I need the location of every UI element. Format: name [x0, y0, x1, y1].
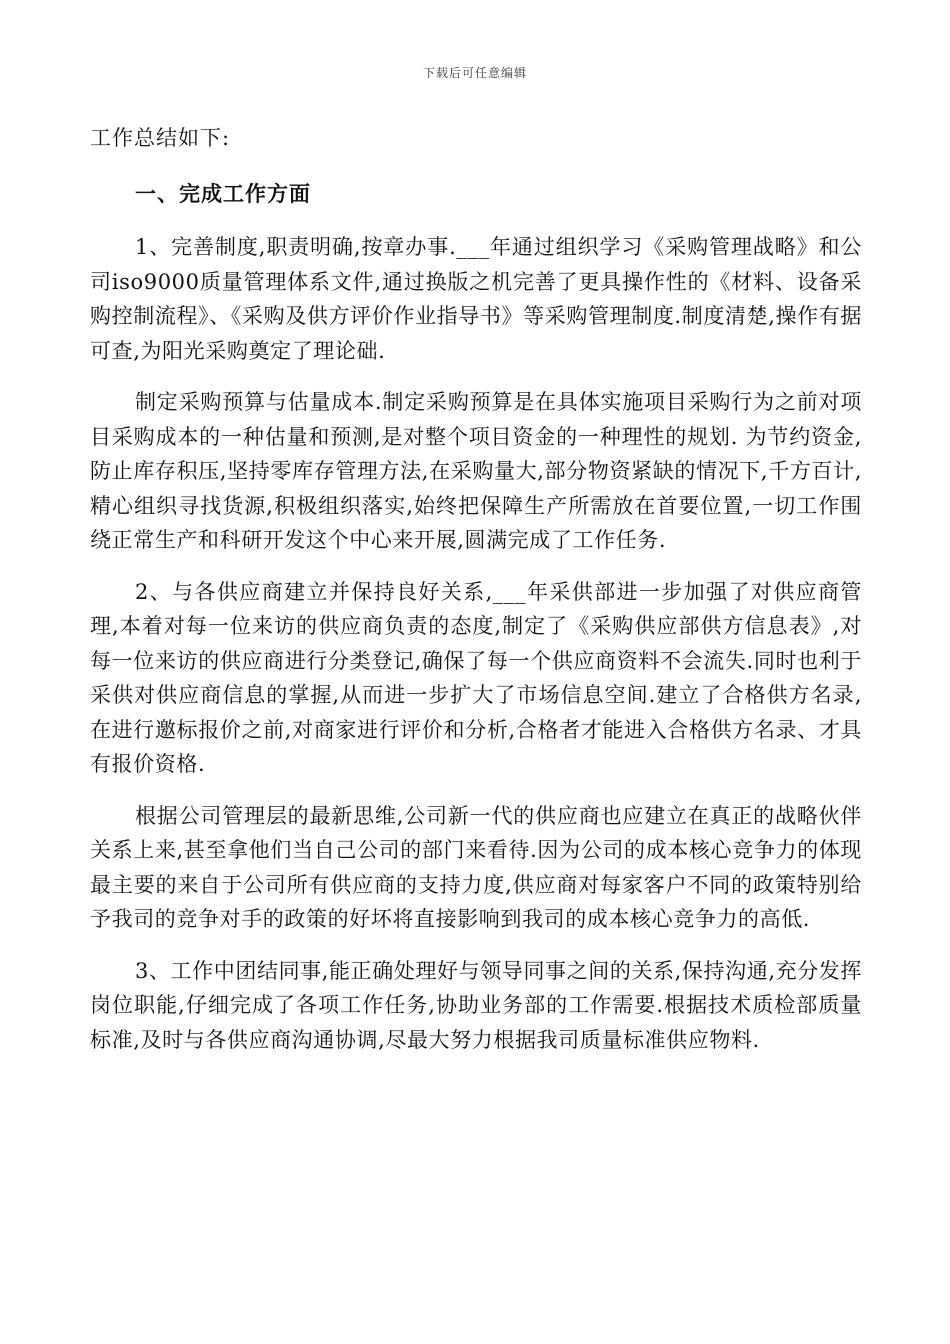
paragraph-4: 根据公司管理层的最新思维,公司新一代的供应商也应建立在真正的战略伙伴关系上来,甚至拿他们当自己公司的部门来看待.因为公司的成本核心竞争力的体现最主要的来自于公司所有供应商的支持力度,供应商对每家客户不同的政策特别给予我司的竞争对手的政策的好坏将直接影响到我司的成本核心竞争力的高低.	[90, 803, 862, 931]
document-body	[90, 118, 862, 1074]
header-note: 下载后可任意编辑	[422, 66, 527, 80]
section-heading: 一、完成工作方面	[135, 181, 311, 206]
paragraph-1: 1、完善制度,职责明确,按章办事.___年通过组织学习《采购管理战略》和公司iso9000质量管理体系文件,通过换版之机完善了更具操作性的《材料、设备采购控制流程》、《采购及供方评价作业指导书》等采购管理制度.制度清楚,操作有据可查,为阳光采购奠定了理论础.	[90, 235, 862, 363]
paragraph-3: 2、与各供应商建立并保持良好关系,___年采供部进一步加强了对供应商管理,本着对每一位来访的供应商负责的态度,制定了《采购供应部供方信息表》,对每一位来访的供应商进行分类登记,确保了每一个供应商资料不会流失.同时也利于采供对供应商信息的掌握,从而进一步扩大了市场信息空间.建立了合格供方名录,在进行邀标报价之前,对商家进行评价和分析,合格者才能进入合格供方名录、才具有报价资格.	[90, 579, 862, 776]
intro-line: 工作总结如下:	[90, 126, 231, 150]
paragraph-2: 制定采购预算与估量成本.制定采购预算是在具体实施项目采购行为之前对项目采购成本的一种估量和预测,是对整个项目资金的一种理性的规划. 为节约资金,防止库存积压,坚持零库存管理方法,在采购量大,部分物资紧缺的情况下,千方百计,精心组织寻找货源,积极组织落实,始终把保障生产所需放在首要位置,一切工作围绕正常生产和科研开发这个中心来开展,圆满完成了工作任务.	[90, 390, 862, 552]
paragraph-5: 3、工作中团结同事,能正确处理好与领导同事之间的关系,保持沟通,充分发挥岗位职能,仔细完成了各项工作任务,协助业务部的工作需要.根据技术质检部质量标准,及时与各供应商沟通协调,尽最大努力根据我司质量标准供应物料.	[90, 958, 862, 1052]
